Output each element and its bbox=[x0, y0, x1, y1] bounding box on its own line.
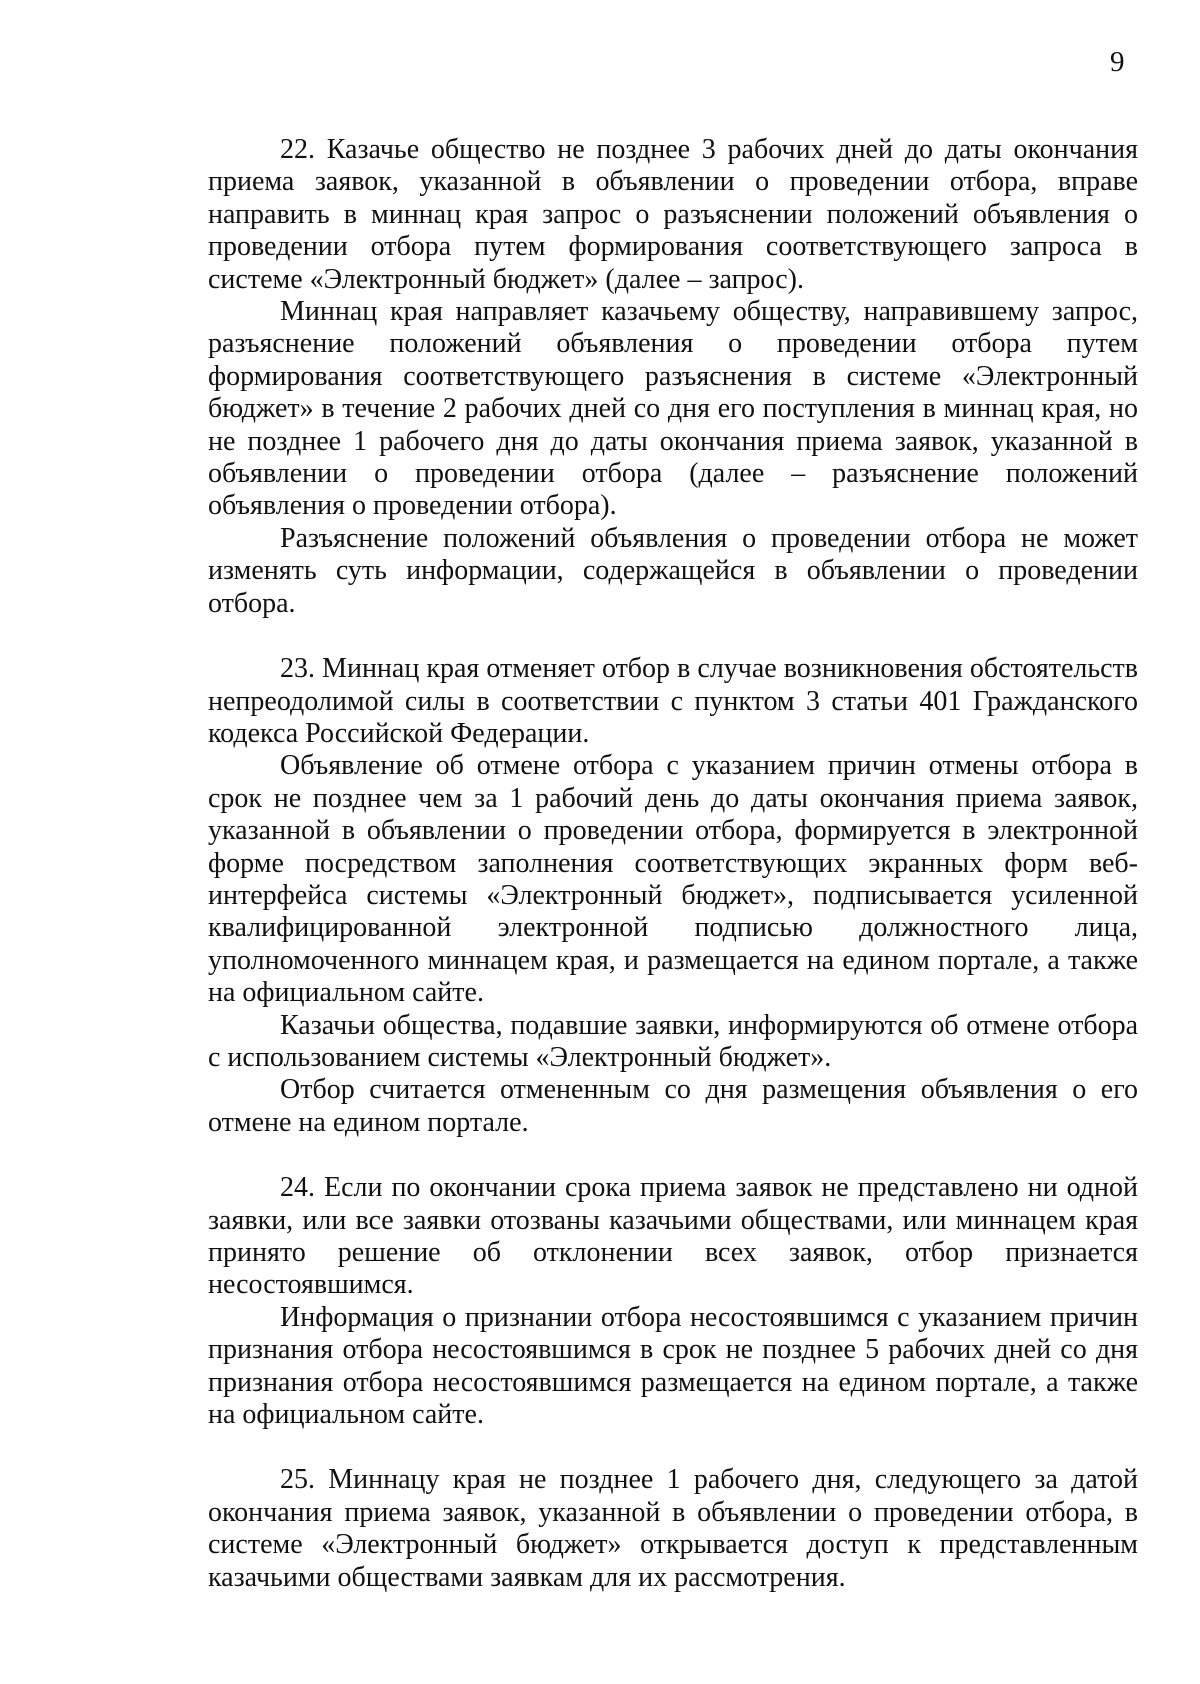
paragraph-22: 22. Казачье общество не позднее 3 рабочих дней до даты окончания приема заявок, указанной в объявлении о проведении отбора, вправе направить в миннац края запрос о разъяснении положений объявления о проведении отбора путем формирования соответствующего запроса в системе «Электронный бюджет» (далее – запрос). bbox=[208, 134, 1138, 295]
paragraph-25: 25. Миннацу края не позднее 1 рабочего дня, следующего за датой окончания приема заявок, указанной в объявлении о проведении отбора, в системе «Электронный бюджет» открывается доступ к представленным казачьими обществами заявкам для их рассмотрения. bbox=[208, 1464, 1138, 1593]
section-gap bbox=[208, 1431, 1138, 1464]
paragraph-24: 24. Если по окончании срока приема заявок не представлено ни одной заявки, или все заявки отозваны казачьими обществами, или миннацем края принято решение об отклонении всех заявок, отбор признается несостоявшимся. bbox=[208, 1172, 1138, 1301]
paragraph-23-notification: Казачьи общества, подавшие заявки, информируются об отмене отбора с использованием системы «Электронный бюджет». bbox=[208, 1009, 1138, 1073]
page-number: 9 bbox=[1110, 46, 1125, 78]
paragraph-23-cancellation: Отбор считается отмененным со дня размещения объявления о его отмене на едином портале. bbox=[208, 1074, 1138, 1138]
document-body bbox=[208, 134, 1138, 1594]
section-gap bbox=[208, 620, 1138, 653]
paragraph-22-response: Миннац края направляет казачьему обществу, направившему запрос, разъяснение положений объявления о проведении отбора путем формирования соответствующего разъяснения в системе «Электронный бюджет» в течение 2 рабочих дней со дня его поступления в миннац края, но не позднее 1 рабочего дня до даты окончания приема заявок, указанной в объявлении о проведении отбора (далее – разъяснение положений объявления о проведении отбора). bbox=[208, 296, 1138, 522]
paragraph-22-clarification: Разъяснение положений объявления о проведении отбора не может изменять суть информации, содержащейся в объявлении о проведении отбора. bbox=[208, 522, 1138, 619]
section-gap bbox=[208, 1139, 1138, 1172]
paragraph-23-announcement: Объявление об отмене отбора с указанием причин отмены отбора в срок не позднее чем за 1 рабочий день до даты окончания приема заявок, указанной в объявлении о проведении отбора, формируется в электронной форме посредством заполнения соответствующих экранных форм веб-интерфейса системы «Электронный бюджет», подписывается усиленной квалифицированной электронной подписью должностного лица, уполномоченного миннацем края, и размещается на едином портале, а также на официальном сайте. bbox=[208, 750, 1138, 1009]
paragraph-24-information: Информация о признании отбора несостоявшимся с указанием причин признания отбора несостоявшимся в срок не позднее 5 рабочих дней со дня признания отбора несостоявшимся размещается на едином портале, а также на официальном сайте. bbox=[208, 1301, 1138, 1431]
paragraph-23: 23. Миннац края отменяет отбор в случае возникновения обстоятельств непреодолимой силы в соответствии с пунктом 3 статьи 401 Гражданского кодекса Российской Федерации. bbox=[208, 653, 1138, 749]
